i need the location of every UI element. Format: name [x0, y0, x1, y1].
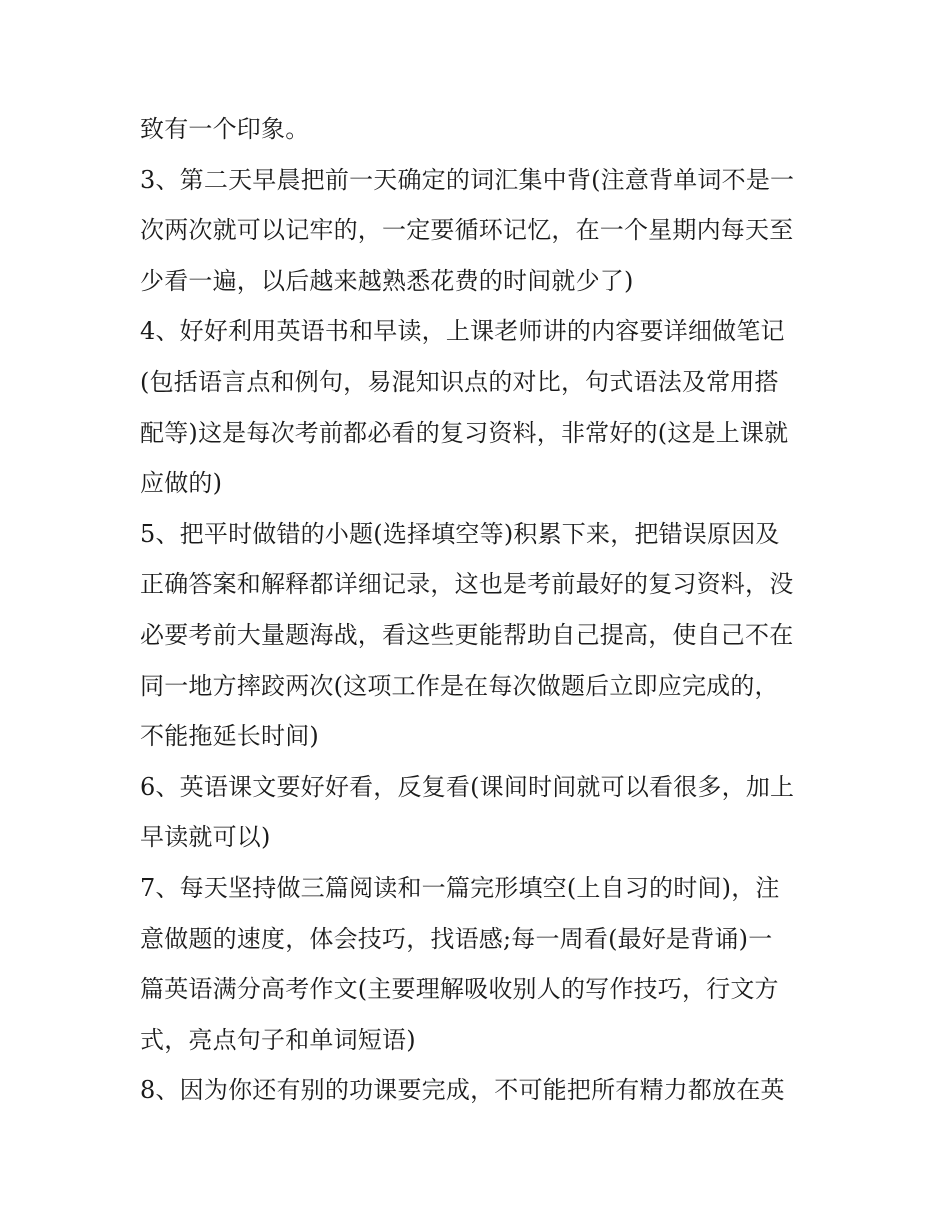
text-line: 正确答案和解释都详细记录，这也是考前最好的复习资料，没 — [140, 570, 794, 599]
text-line: 5、把平时做错的小题(选择填空等)积累下来，把错误原因及 — [140, 519, 780, 548]
text-line: 同一地方摔跤两次(这项工作是在每次做题后立即应完成的， — [140, 671, 779, 700]
text-line: 必要考前大量题海战，看这些更能帮助自己提高，使自己不在 — [140, 620, 794, 649]
text-line: 配等)这是每次考前都必看的复习资料，非常好的(这是上课就 — [140, 418, 789, 447]
text-line: 早读就可以) — [140, 823, 271, 852]
text-line: 不能拖延长时间) — [140, 722, 319, 751]
text-line: 意做题的速度，体会技巧，找语感;每一周看(最好是背诵)一 — [140, 924, 773, 953]
text-line: 4、好好利用英语书和早读，上课老师讲的内容要详细做笔记 — [140, 317, 785, 346]
text-line: 6、英语课文要好好看，反复看(课间时间就可以看很多，加上 — [140, 772, 795, 801]
text-line: 8、因为你还有别的功课要完成，不可能把所有精力都放在英 — [140, 1076, 785, 1105]
text-line: 致有一个印象。 — [140, 115, 310, 143]
document-body — [140, 104, 820, 1116]
text-line: 7、每天坚持做三篇阅读和一篇完形填空(上自习的时间)，注 — [140, 873, 780, 902]
text-line: 少看一遍，以后越来越熟悉花费的时间就少了) — [140, 266, 634, 295]
text-line: 式，亮点句子和单词短语) — [140, 1025, 416, 1054]
text-line: 应做的) — [140, 469, 223, 498]
text-line: 次两次就可以记牢的，一定要循环记忆，在一个星期内每天至 — [140, 216, 794, 245]
text-line: 篇英语满分高考作文(主要理解吸收别人的写作技巧，行文方 — [140, 975, 779, 1004]
text-line: (包括语言点和例句，易混知识点的对比，句式语法及常用搭 — [140, 367, 779, 396]
text-line: 3、第二天早晨把前一天确定的词汇集中背(注意背单词不是一 — [140, 165, 795, 194]
